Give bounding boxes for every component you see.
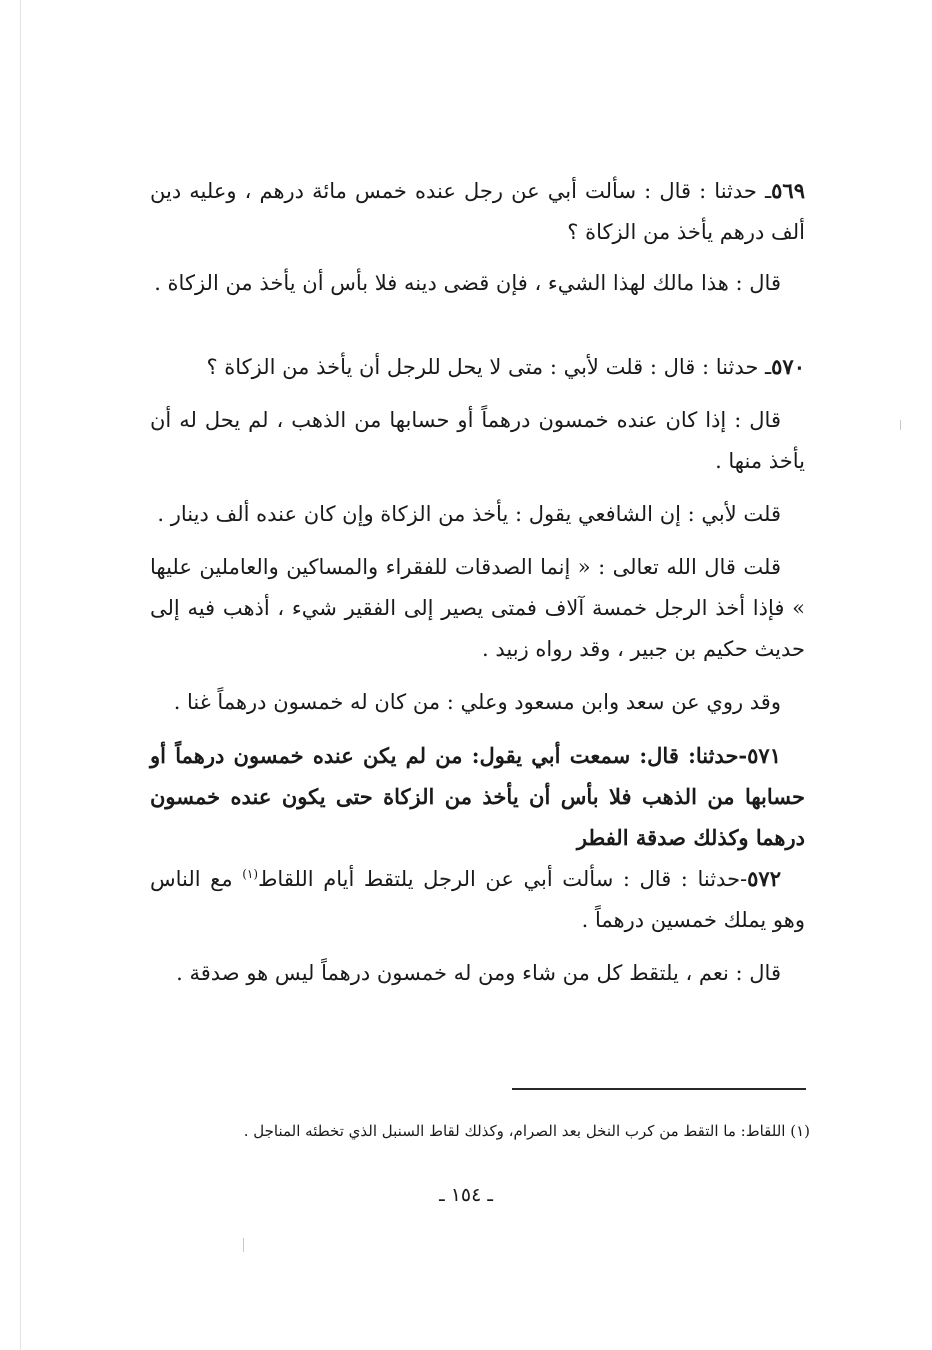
page-number: ـ ١٥٤ ـ — [439, 1184, 493, 1206]
paragraph-570-question — [150, 346, 805, 388]
paragraph-text: قال : هذا مالك لهذا الشيء ، فإن قضى دينه فلا بأس أن يأخذ من الزكاة . — [154, 271, 781, 295]
paragraph-text: مع الناس وهو يملك خمسين درهماً . — [150, 867, 805, 932]
footnote: (١) اللقاط: ما التقط من كرب النخل بعد الصرام، وكذلك لقاط السنبل الذي تخطئه المناجل . — [243, 1122, 810, 1140]
paragraph-text: قلت قال الله تعالى : « إنما الصدقات للفقراء والمساكين والعاملين عليها » فإذا أخذ الرجل خمسة آلاف فمتى يصير إلى الفقير شيء ، أذهب فيه إلى حديث حكيم بن جبير ، وقد رواه زبيد . — [150, 555, 805, 661]
paragraph-text: قلت لأبي : إن الشافعي يقول : يأخذ من الزكاة وإن كان عنده ألف دينار . — [157, 502, 781, 526]
paragraph-572-question — [150, 858, 805, 941]
scan-speck — [900, 420, 901, 430]
hadith-number: ٥٧٢ — [747, 866, 781, 891]
hadith-number: ٥٧٠ — [771, 354, 805, 379]
paragraph-569-answer — [150, 263, 805, 304]
paragraph-569-question — [150, 170, 805, 253]
paragraph-text: قال : إذا كان عنده خمسون درهماً أو حسابها من الذهب ، لم يحل له أن يأخذ منها . — [150, 408, 805, 473]
paragraph-571 — [150, 735, 805, 858]
footnote-reference: (١) — [242, 867, 259, 881]
paragraph-570-narration — [150, 682, 805, 723]
main-text — [150, 170, 805, 994]
paragraph-570-quran — [150, 547, 805, 670]
paragraph-text: ـ حدثنا : قال : قلت لأبي : متى لا يحل للرجل أن يأخذ من الزكاة ؟ — [206, 355, 772, 379]
hadith-number: ٥٧١ — [747, 743, 781, 768]
paragraph-570-answer — [150, 400, 805, 482]
paragraph-text: وقد روي عن سعد وابن مسعود وعلي : من كان له خمسون درهماً غنا . — [173, 690, 781, 714]
paragraph-text: ـ حدثنا : قال : سألت أبي عن رجل عنده خمس مائة درهم ، وعليه دين ألف درهم يأخذ من الزكاة ؟ — [150, 179, 805, 244]
paragraph-570-shafii — [150, 494, 805, 535]
scan-speck — [243, 1238, 244, 1252]
paragraph-572-answer — [150, 953, 805, 994]
paragraph-text: -حدثنا: قال: سمعت أبي يقول: من لم يكن عنده خمسون درهماً أو حسابها من الذهب فلا بأس أن يأخذ من الزكاة حتى يكون عنده خمسون درهما وكذلك صدقة الفطر — [150, 743, 805, 850]
hadith-number: ٥٦٩ — [771, 178, 805, 203]
scan-edge-line — [20, 0, 21, 1350]
paragraph-text: قال : نعم ، يلتقط كل من شاء ومن له خمسون درهماً ليس هو صدقة . — [176, 961, 781, 985]
paragraph-text: -حدثنا : قال : سألت أبي عن الرجل يلتقط أيام اللقاط — [258, 867, 748, 891]
footnote-separator — [512, 1088, 806, 1090]
